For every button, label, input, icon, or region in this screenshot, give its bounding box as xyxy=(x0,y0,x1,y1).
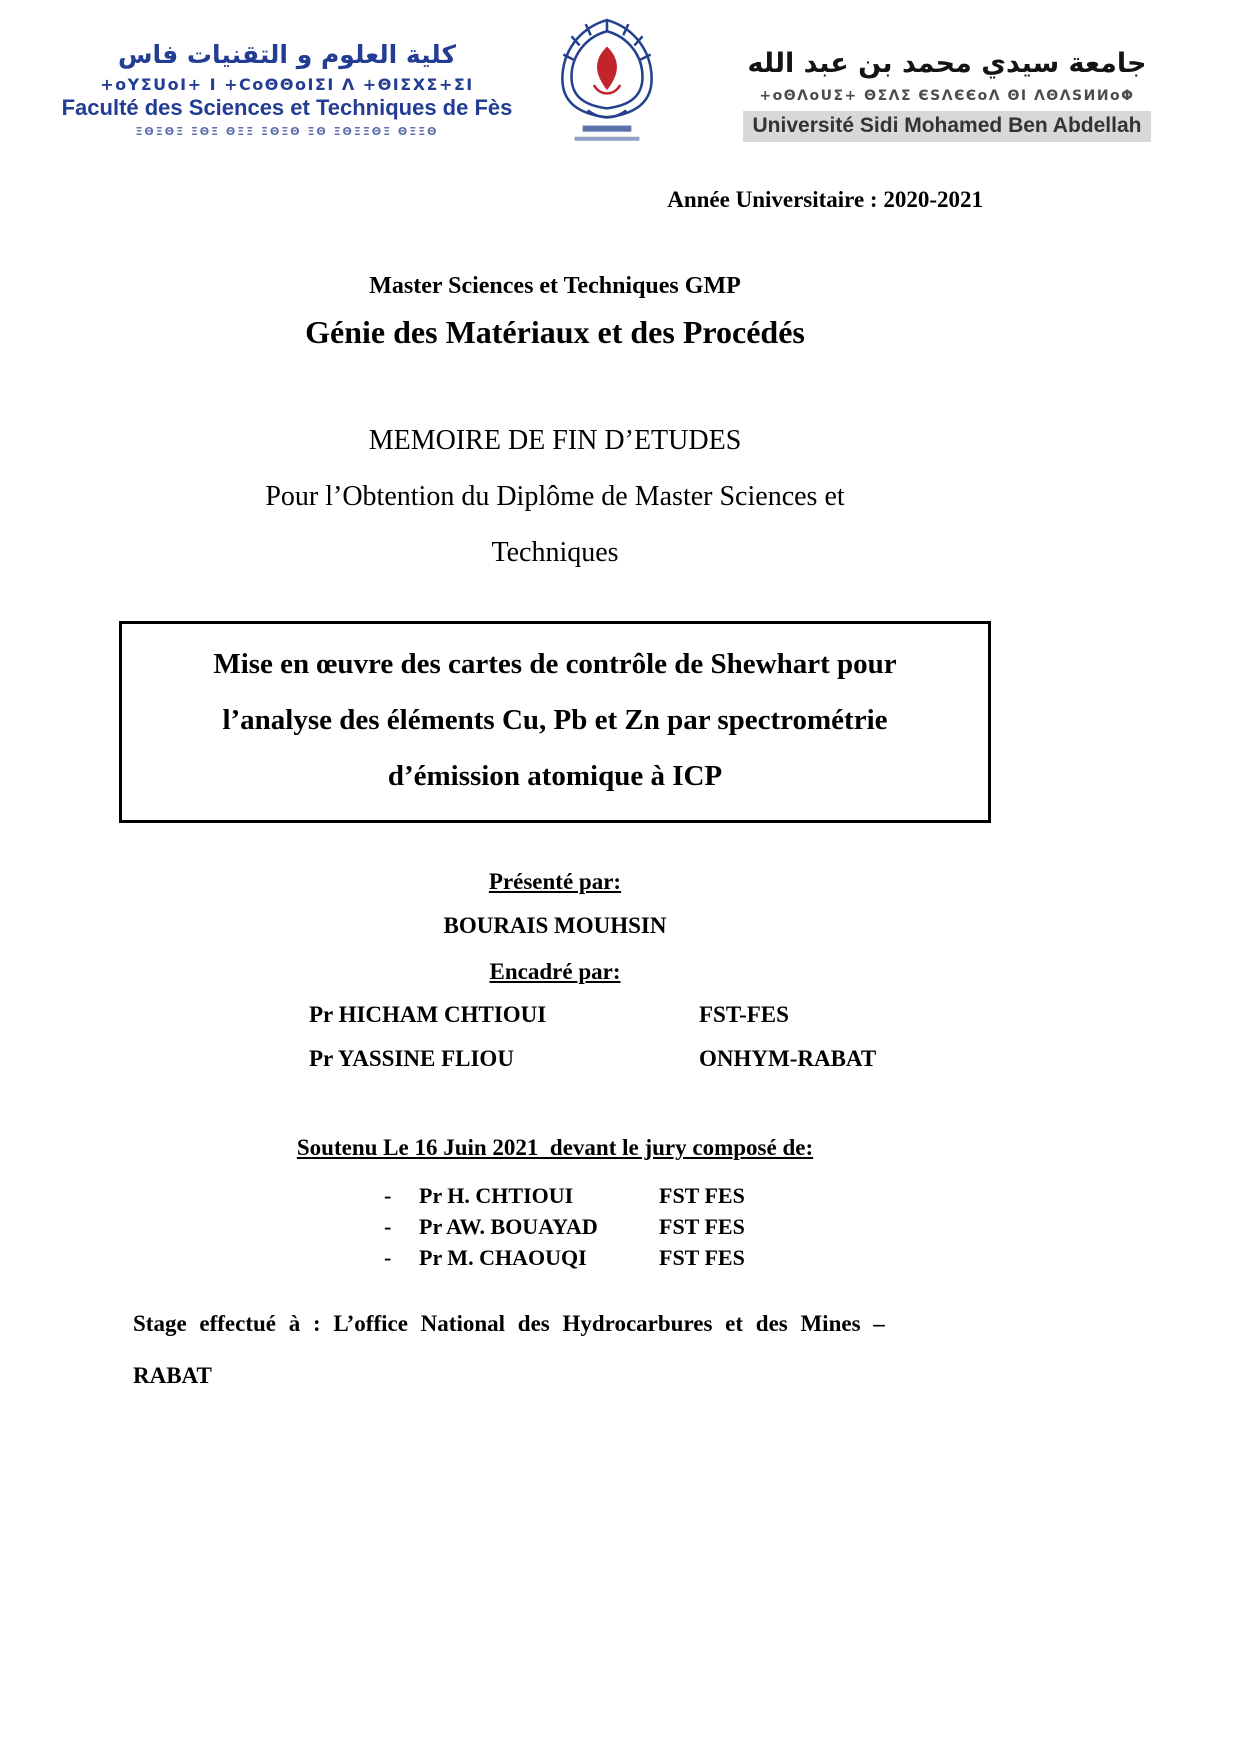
thesis-title-line3: d’émission atomique à ICP xyxy=(387,760,723,792)
supervisor-row xyxy=(119,1045,991,1073)
institution-header xyxy=(0,0,1241,161)
jury-member-name: Pr AW. BOUAYAD xyxy=(419,1214,598,1239)
list-dash: - xyxy=(384,1183,392,1208)
university-logo xyxy=(552,14,662,161)
jury-member-row xyxy=(119,1245,991,1271)
memoire-subtitle-line1: Pour l’Obtention du Diplôme de Master Sciences et xyxy=(265,481,845,512)
supervisor-row xyxy=(119,1001,991,1029)
faculty-name-tifinagh: +oYΣUoI+ I +CoΘΘoIΣI Λ +ΘIΣXΣ+ΣI xyxy=(100,75,474,94)
author-name: BOURAIS MOUHSIN xyxy=(443,913,667,938)
faculty-name-arabic: كلية العلوم و التقنيات فاس xyxy=(117,40,457,69)
program-name-short: Master Sciences et Techniques GMP xyxy=(369,273,741,299)
memoire-subtitle-line2: Techniques xyxy=(491,537,619,568)
cover-content xyxy=(119,187,991,1389)
internship-statement xyxy=(119,1311,991,1389)
thesis-title-line1: Mise en œuvre des cartes de contrôle de Shewhart pour xyxy=(213,648,897,680)
university-block xyxy=(697,14,1197,142)
supervised-by-label: Encadré par: xyxy=(489,959,621,984)
jury-member-name: Pr H. CHTIOUI xyxy=(419,1183,574,1208)
list-dash: - xyxy=(384,1214,392,1239)
jury-member-affiliation: FST FES xyxy=(659,1214,745,1239)
internship-line1: Stage effectué à : L’office National des Hydrocarbures et des Mines – xyxy=(133,1311,885,1336)
faculty-decorative-script: ΞΘΞΘΞ ΞΘΞ ΘΞΞ ΞΘΞΘ ΞΘ ΞΘΞΞΘΞ ΘΞΞΘ xyxy=(135,125,439,138)
jury-heading: Soutenu Le 16 Juin 2021 devant le jury composé de: xyxy=(296,1135,814,1160)
internship-line2: RABAT xyxy=(133,1363,212,1388)
jury-member-affiliation: FST FES xyxy=(659,1245,745,1270)
supervisor-affiliation: ONHYM-RABAT xyxy=(699,1046,877,1071)
supervisor-affiliation: FST-FES xyxy=(699,1002,789,1027)
university-name-tifinagh: +oΘΛoUΣ+ ΘΣΛΣ ЄЅΛЄЄoΛ ΘI ΛΘΛЅИИoΦ xyxy=(759,88,1135,104)
thesis-title-box xyxy=(119,621,991,823)
university-name-arabic: جامعة سيدي محمد بن عبد الله xyxy=(747,48,1147,79)
jury-list xyxy=(119,1183,991,1271)
thesis-title-line2: l’analyse des éléments Cu, Pb et Zn par spectrométrie xyxy=(222,704,888,736)
academic-year: Année Universitaire : 2020-2021 xyxy=(667,187,983,212)
presented-by-label: Présenté par: xyxy=(488,869,622,894)
supervisor-name: Pr YASSINE FLIOU xyxy=(309,1046,514,1071)
jury-member-name: Pr M. CHAOUQI xyxy=(419,1245,587,1270)
supervisor-name: Pr HICHAM CHTIOUI xyxy=(309,1002,547,1027)
university-logo-emblem xyxy=(554,14,660,156)
list-dash: - xyxy=(384,1245,392,1270)
jury-member-affiliation: FST FES xyxy=(659,1183,745,1208)
faculty-name-french: Faculté des Sciences et Techniques de Fès xyxy=(61,95,513,120)
university-name-french: Université Sidi Mohamed Ben Abdellah xyxy=(743,111,1152,142)
program-name-full: Génie des Matériaux et des Procédés xyxy=(305,314,805,350)
memoire-heading: MEMOIRE DE FIN D’ETUDES xyxy=(368,425,742,456)
faculty-block xyxy=(58,14,516,138)
jury-member-row xyxy=(119,1183,991,1209)
jury-member-row xyxy=(119,1214,991,1240)
